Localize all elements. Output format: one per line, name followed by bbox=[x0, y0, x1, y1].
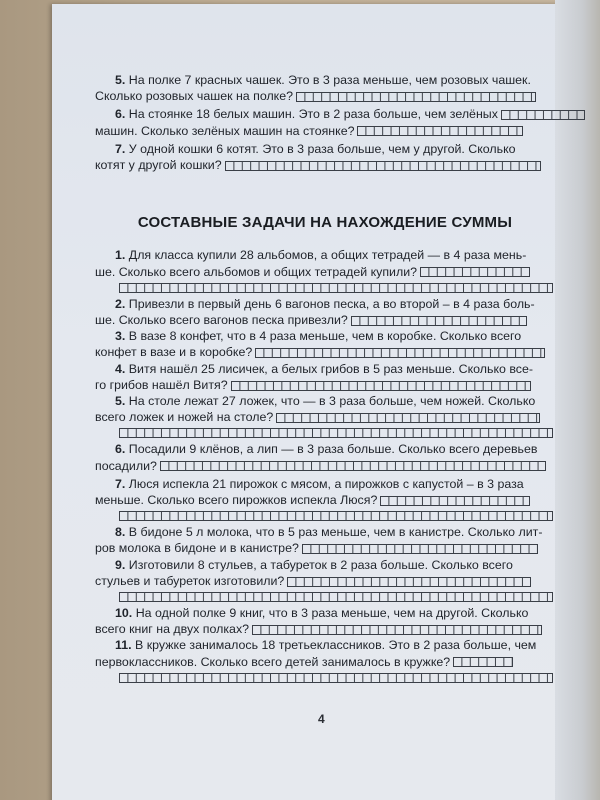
problem-number: 7. bbox=[115, 141, 126, 156]
problem-number: 4. bbox=[115, 361, 126, 376]
problem-text: посадили? bbox=[95, 458, 157, 473]
answer-box[interactable] bbox=[119, 592, 553, 602]
answer-box[interactable] bbox=[119, 428, 553, 438]
problem-text: Люся испекла 21 пирожок с мясом, а пирожков с капустой – в 3 раза bbox=[128, 476, 524, 491]
problem-text: На полке 7 красных чашек. Это в 3 раза меньше, чем розовых чашек. bbox=[128, 73, 531, 87]
page-content bbox=[95, 72, 555, 686]
top-problem-5-line2 bbox=[95, 88, 555, 104]
problem-text: Привезли в первый день 6 вагонов песка, а во второй – в 4 раза боль- bbox=[128, 296, 535, 311]
problem-8-line2 bbox=[95, 540, 555, 556]
problem-3-line2 bbox=[95, 344, 555, 360]
problem-1 bbox=[95, 247, 555, 263]
problem-number: 11. bbox=[115, 638, 132, 653]
problem-number: 6. bbox=[115, 442, 126, 457]
answer-box[interactable] bbox=[276, 413, 540, 423]
problem-text: конфет в вазе и в коробке? bbox=[95, 345, 253, 360]
problem-text: Для класса купили 28 альбомов, а общих тетрадей — в 4 раза мень- bbox=[128, 248, 527, 263]
problem-line bbox=[95, 157, 555, 173]
problem-line bbox=[115, 605, 555, 621]
problem-line bbox=[95, 621, 555, 637]
problem-text: стульев и табуреток изготовили? bbox=[95, 573, 285, 588]
answer-box[interactable] bbox=[501, 110, 585, 120]
problem-line bbox=[95, 344, 555, 360]
problem-line bbox=[115, 247, 555, 263]
answer-box[interactable] bbox=[160, 461, 546, 471]
problem-line bbox=[115, 637, 555, 653]
answer-box[interactable] bbox=[287, 577, 531, 587]
problem-9-line2 bbox=[95, 573, 555, 602]
problem-text: На одной полке 9 книг, что в 3 раза меньше, чем на другой. Сколько bbox=[135, 606, 529, 621]
problem-10-line2 bbox=[95, 621, 555, 637]
problem-text: В кружке занималось 18 третьеклассников. Это в 2 раза больше, чем bbox=[135, 638, 537, 653]
problem-text: всего ложек и ножей на столе? bbox=[95, 410, 274, 425]
problem-text: машин. Сколько зелёных машин на стоянке? bbox=[95, 123, 355, 138]
problem-line bbox=[95, 409, 555, 425]
problem-5 bbox=[95, 393, 555, 409]
answer-box[interactable] bbox=[119, 511, 553, 521]
problem-text: го грибов нашёл Витя? bbox=[95, 377, 228, 392]
problem-line bbox=[115, 141, 555, 157]
problem-11 bbox=[95, 637, 555, 653]
page-number: 4 bbox=[318, 712, 325, 726]
problem-line bbox=[95, 264, 555, 280]
problem-text: ше. Сколько всего вагонов песка привезли? bbox=[95, 313, 348, 328]
problem-line bbox=[95, 458, 555, 474]
problem-text: В бидоне 5 л молока, что в 5 раз меньше, чем в канистре. Сколько лит- bbox=[128, 525, 543, 540]
problem-line bbox=[115, 557, 555, 573]
problem-6 bbox=[95, 441, 555, 457]
answer-box[interactable] bbox=[231, 381, 531, 391]
problem-line bbox=[115, 524, 555, 540]
answer-box[interactable] bbox=[302, 544, 538, 554]
problem-text: первоклассников. Сколько всего детей занималось в кружке? bbox=[95, 654, 451, 669]
problem-number: 7. bbox=[115, 476, 126, 491]
problem-line bbox=[115, 296, 555, 312]
top-problem-5 bbox=[95, 72, 555, 88]
problem-6-line2 bbox=[95, 458, 555, 474]
problem-number: 8. bbox=[115, 525, 126, 540]
problem-text: У одной кошки 6 котят. Это в 3 раза больше, чем у другой. Сколько bbox=[128, 141, 516, 156]
answer-box[interactable] bbox=[119, 673, 553, 683]
problem-10 bbox=[95, 605, 555, 621]
problem-7 bbox=[95, 476, 555, 492]
problem-text: В вазе 8 конфет, что в 4 раза меньше, чем в коробке. Сколько всего bbox=[128, 329, 522, 344]
problem-line bbox=[115, 328, 555, 344]
problem-11-line2 bbox=[95, 654, 555, 683]
problem-line bbox=[95, 312, 555, 328]
problem-number: 10. bbox=[115, 606, 133, 621]
answer-box[interactable] bbox=[351, 316, 527, 326]
problem-4 bbox=[95, 361, 555, 377]
problem-3 bbox=[95, 328, 555, 344]
top-problem-7 bbox=[95, 141, 555, 157]
problem-text: всего книг на двух полках? bbox=[95, 622, 250, 637]
problem-text: Посадили 9 клёнов, а лип — в 3 раза больше. Сколько всего деревьев bbox=[128, 442, 538, 457]
problem-line bbox=[115, 361, 555, 377]
problem-number: 5. bbox=[115, 73, 126, 87]
problem-line bbox=[115, 72, 555, 88]
answer-box[interactable] bbox=[420, 267, 530, 277]
problem-number: 5. bbox=[115, 394, 126, 409]
answer-box[interactable] bbox=[225, 161, 541, 171]
problem-2 bbox=[95, 296, 555, 312]
problem-text: На столе лежат 27 ложек, что — в 3 раза больше, чем ножей. Сколько bbox=[128, 394, 536, 409]
problem-text: ров молока в бидоне и в канистре? bbox=[95, 541, 299, 556]
problem-line bbox=[95, 88, 555, 104]
answer-box[interactable] bbox=[357, 126, 523, 136]
problem-number: 9. bbox=[115, 557, 126, 572]
problem-line bbox=[115, 393, 555, 409]
answer-box[interactable] bbox=[255, 348, 545, 358]
problem-5-line2 bbox=[95, 409, 555, 438]
problem-text: котят у другой кошки? bbox=[95, 158, 222, 173]
problem-text: На стоянке 18 белых машин. Это в 2 раза больше, чем зелёных bbox=[128, 107, 498, 122]
problem-9 bbox=[95, 557, 555, 573]
problem-number: 3. bbox=[115, 329, 126, 344]
problem-line bbox=[115, 106, 555, 122]
problem-text: Витя нашёл 25 лисичек, а белых грибов в 5 раз меньше. Сколько все- bbox=[128, 361, 533, 376]
problem-4-line2 bbox=[95, 377, 555, 393]
problem-7-line2 bbox=[95, 492, 555, 521]
top-problem-6 bbox=[95, 106, 555, 122]
problem-line bbox=[115, 476, 555, 492]
section-title: СОСТАВНЫЕ ЗАДАЧИ НА НАХОЖДЕНИЕ СУММЫ bbox=[137, 214, 513, 232]
answer-box[interactable] bbox=[453, 657, 513, 667]
problem-line bbox=[95, 654, 555, 670]
problem-line bbox=[95, 123, 555, 139]
answer-box[interactable] bbox=[296, 92, 536, 102]
problem-line bbox=[95, 540, 555, 556]
problem-8 bbox=[95, 524, 555, 540]
problem-line bbox=[95, 377, 555, 393]
answer-box[interactable] bbox=[380, 496, 530, 506]
problem-text: Изготовили 8 стульев, а табуреток в 2 раза больше. Сколько всего bbox=[128, 557, 513, 572]
problem-1-line2 bbox=[95, 264, 555, 293]
problem-text: меньше. Сколько всего пирожков испекла Люся? bbox=[95, 493, 378, 508]
problem-number: 6. bbox=[115, 107, 126, 122]
problem-line bbox=[115, 441, 555, 457]
answer-box[interactable] bbox=[252, 625, 542, 635]
top-problem-6-line2 bbox=[95, 123, 555, 139]
problem-line bbox=[95, 573, 555, 589]
problem-number: 1. bbox=[115, 248, 126, 263]
problem-number: 2. bbox=[115, 296, 126, 311]
answer-box[interactable] bbox=[119, 283, 553, 293]
problem-text: Сколько розовых чашек на полке? bbox=[95, 89, 294, 104]
problem-text: ше. Сколько всего альбомов и общих тетрадей купили? bbox=[95, 264, 418, 279]
problem-2-line2 bbox=[95, 312, 555, 328]
problem-line bbox=[95, 492, 555, 508]
top-problem-7-line2 bbox=[95, 157, 555, 173]
